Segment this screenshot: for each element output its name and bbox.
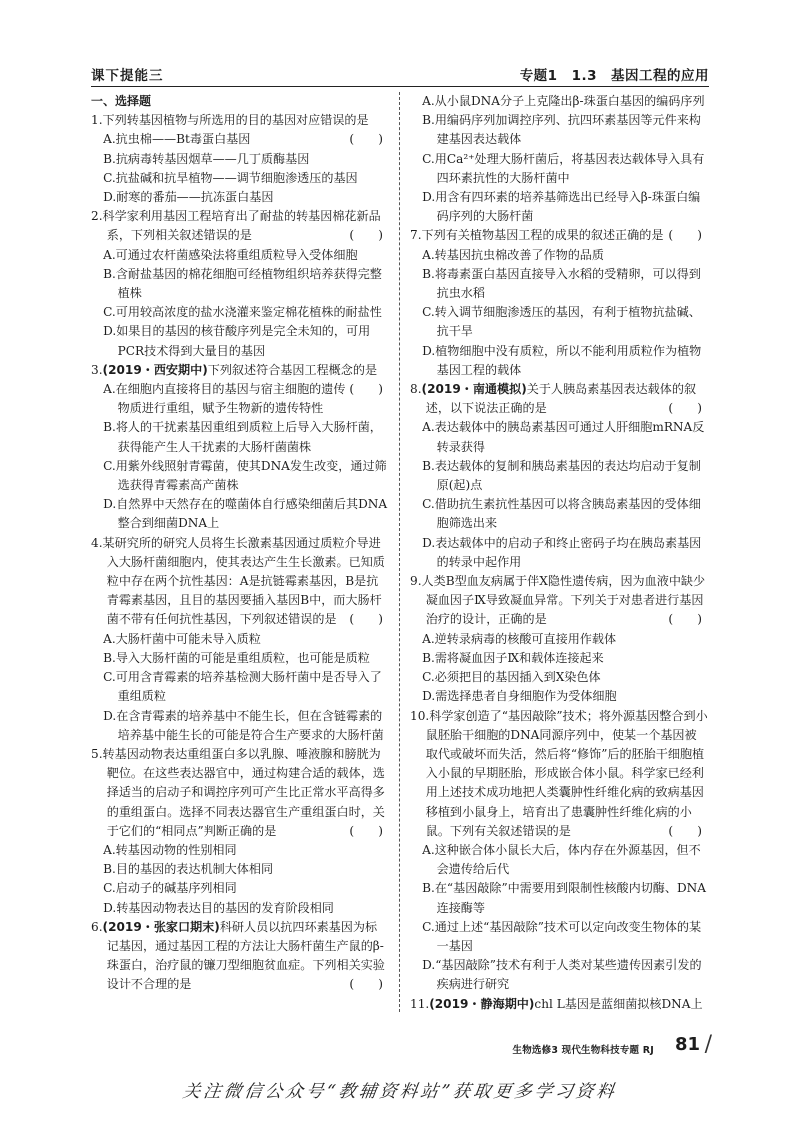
answer-bracket: ( ) xyxy=(349,977,383,992)
question-11 xyxy=(410,995,708,1012)
answer-bracket: ( ) xyxy=(349,132,383,147)
question-9 xyxy=(410,572,708,706)
option: D.“基因敲除”技术有利于人类对某些遗传因素引发的疾病进行研究 xyxy=(422,958,702,992)
option: C.可用含青霉素的培养基检测大肠杆菌中是否导入了重组质粒 xyxy=(103,670,382,704)
option: B.将毒素蛋白基因直接导入水稻的受精卵，可以得到抗虫水稻 xyxy=(422,266,701,301)
answer-bracket: ( ) xyxy=(349,612,383,627)
watermark-text: 关注微信公众号“教辅资料站”获取更多学习资料 xyxy=(181,1082,619,1102)
right-column xyxy=(410,92,708,1012)
question-stem: 11.(2019・静海期中)chl L基因是蓝细菌拟核DNA上 xyxy=(410,996,703,1011)
left-column xyxy=(91,92,389,1012)
option: A.这种嵌合体小鼠长大后，体内存在外源基因，但不会遗传给后代 xyxy=(422,842,701,877)
question-4 xyxy=(91,534,389,745)
option: A.逆转录病毒的核酸可直接用作载体 xyxy=(422,631,617,646)
option: D.自然界中天然存在的噬菌体自行感染细菌后其DNA整合到细菌DNA上 xyxy=(103,497,388,531)
question-source: (2019・张家口期末) xyxy=(102,919,220,934)
option: D.用含有四环素的培养基筛选出已经导入β-珠蛋白编码序列的大肠杆菌 xyxy=(422,190,701,224)
option: D.耐寒的番茄——抗冻蛋白基因 xyxy=(103,190,274,205)
answer-bracket: ( ) xyxy=(668,401,702,416)
option: A.抗虫棉——Bt毒蛋白基因 xyxy=(103,132,251,147)
option: D.在含青霉素的培养基中不能生长，但在含链霉素的培养基中能生长的可能是符合生产要求的大肠杆菌 xyxy=(103,708,384,742)
option: B.将人的干扰素基因重组到质粒上后导入大肠杆菌，获得能产生人干扰素的大肠杆菌菌株 xyxy=(103,420,382,454)
column-divider xyxy=(399,92,400,1012)
answer-bracket: ( ) xyxy=(668,823,702,838)
question-6-options xyxy=(410,92,708,226)
answer-bracket: ( ) xyxy=(349,228,383,243)
option: D.需选择患者自身细胞作为受体细胞 xyxy=(422,689,617,704)
question-7 xyxy=(410,226,708,380)
header-rule xyxy=(91,86,709,87)
question-10 xyxy=(410,707,708,995)
option: C.借助抗生素抗性基因可以将含胰岛素基因的受体细胞筛选出来 xyxy=(422,497,701,531)
question-stem: 5.转基因动物表达重组蛋白多以乳腺、唾液腺和膀胱为靶位。在这些表达器官中，通过构建合适的载体，选择适当的启动子和调控序列可产生比正常水平高得多的重组蛋白。选择不同表达器官生产重组蛋白时，关于它们的“相同点”判断正确的是 ( ) xyxy=(91,745,389,841)
question-1 xyxy=(91,111,389,207)
question-2 xyxy=(91,207,389,361)
option: A.转基因抗虫棉改善了作物的品质 xyxy=(422,247,604,262)
question-stem: 7.下列有关植物基因工程的成果的叙述正确的是 ( ) xyxy=(410,226,708,245)
option: B.目的基因的表达机制大体相同 xyxy=(103,862,274,877)
option: B.抗病毒转基因烟草——几丁质酶基因 xyxy=(103,151,310,166)
section-label: 课下提能三 xyxy=(91,68,164,84)
question-stem: 1.下列转基因植物与所选用的目的基因对应错误的是 ( ) xyxy=(91,111,389,130)
question-6 xyxy=(91,918,389,995)
option: C.通过上述“基因敲除”技术可以定向改变生物体的某一基因 xyxy=(422,919,702,953)
option: C.用Ca²⁺处理大肠杆菌后，将基因表达载体导入具有四环素抗性的大肠杆菌中 xyxy=(422,151,705,185)
option: A.在细胞内直接将目的基因与宿主细胞的遗传物质进行重组，赋予生物新的遗传特性 xyxy=(103,382,346,416)
question-8 xyxy=(410,380,708,572)
option: B.需将凝血因子Ⅸ和载体连接起来 xyxy=(422,650,604,665)
option: C.必须把目的基因插入到X染色体 xyxy=(422,670,601,685)
option: C.转入调节细胞渗透压的基因，有利于植物抗盐碱、抗干旱 xyxy=(422,305,701,339)
option: C.启动子的碱基序列相同 xyxy=(103,881,237,896)
question-3 xyxy=(91,361,389,534)
option: C.可用较高浓度的盐水浇灌来鉴定棉花植株的耐盐性 xyxy=(103,305,382,320)
answer-bracket: ( ) xyxy=(668,612,702,627)
question-stem: 4.某研究所的研究人员将生长激素基因通过质粒介导进入大肠杆菌细胞内，使其表达产生生长激素。已知质粒中存在两个抗性基因：A是抗链霉素基因，B是抗青霉素基因，且目的基因要插入基因B中，而大肠杆菌不带有任何抗性基因，下列叙述错误的是 ( ) xyxy=(91,534,389,630)
question-stem: 9.人类B型血友病属于伴X隐性遗传病，因为血液中缺少凝血因子Ⅸ导致凝血异常。下列关于对患者进行基因治疗的设计，正确的是 ( ) xyxy=(410,572,708,630)
section-title: 一、选择题 xyxy=(91,94,152,108)
question-source: (2019・南通模拟) xyxy=(421,382,527,397)
question-source: (2019・静海期中) xyxy=(429,996,535,1011)
option: A.大肠杆菌中可能未导入质粒 xyxy=(103,631,261,646)
question-stem: 10.科学家创造了“基因敲除”技术；将外源基因整合到小鼠胚胎干细胞的DNA同源序列中，使某一个基因被取代或破坏而失活，然后将“修饰”后的胚胎干细胞植入小鼠的早期胚胎，形成嵌合体小鼠。科学家已经利用上述技术成功地把人类囊肿性纤维化病的致病基因移植到小鼠身上，培育出了患囊肿性纤维化病的小鼠。下列有关叙述错误的是 ( ) xyxy=(410,707,708,841)
option: B.用编码序列加调控序列、抗四环素基因等元件来构建基因表达载体 xyxy=(422,113,701,147)
option: A.从小鼠DNA分子上克隆出β-珠蛋白基因的编码序列 xyxy=(422,94,705,108)
option: B.导入大肠杆菌的可能是重组质粒，也可能是质粒 xyxy=(103,650,370,665)
option: C.抗盐碱和抗旱植物——调节细胞渗透压的基因 xyxy=(103,170,358,185)
topic-title: 专题1 1.3 基因工程的应用 xyxy=(519,68,709,84)
option: D.转基因动物表达目的基因的发育阶段相同 xyxy=(103,900,334,915)
option: B.在“基因敲除”中需要用到限制性核酸内切酶、DNA连接酶等 xyxy=(422,881,706,915)
page-header xyxy=(91,62,709,86)
answer-bracket: ( ) xyxy=(349,823,383,838)
option: A.可通过农杆菌感染法将重组质粒导入受体细胞 xyxy=(103,247,358,262)
option: A.转基因动物的性别相同 xyxy=(103,842,237,857)
option: C.用紫外线照射青霉菌，使其DNA发生改变，通过筛选获得青霉素高产菌株 xyxy=(103,458,387,493)
answer-bracket: ( ) xyxy=(349,382,383,397)
option: B.含耐盐基因的棉花细胞可经植物组织培养获得完整植株 xyxy=(103,266,382,301)
option: A.表达载体中的胰岛素基因可通过人肝细胞mRNA反转录获得 xyxy=(422,420,705,454)
page-number: 81 xyxy=(674,1034,700,1055)
answer-bracket: ( ) xyxy=(668,228,702,243)
question-source: (2019・西安期中) xyxy=(102,362,208,377)
page-slash-decoration: / xyxy=(704,1032,712,1057)
option: D.表达载体中的启动子和终止密码子均在胰岛素基因的转录中起作用 xyxy=(422,535,702,569)
question-stem: 8.(2019・南通模拟)关于人胰岛素基因表达载体的叙述，以下说法正确的是 ( ) xyxy=(410,380,708,418)
page-footer xyxy=(0,1034,800,1064)
series-label: 生物选修3 现代生物科技专题 RJ xyxy=(512,1045,654,1056)
question-stem: 6.(2019・张家口期末)科研人员以抗四环素基因为标记基因，通过基因工程的方法让大肠杆菌生产鼠的β-珠蛋白，治疗鼠的镰刀型细胞贫血症。下列相关实验设计不合理的是 ( ) xyxy=(91,918,389,995)
option: D.植物细胞中没有质粒，所以不能利用质粒作为植物基因工程的载体 xyxy=(422,343,702,377)
option: D.如果目的基因的核苷酸序列是完全未知的，可用PCR技术得到大量目的基因 xyxy=(103,324,371,358)
option: B.表达载体的复制和胰岛素基因的表达均启动于复制原(起)点 xyxy=(422,458,701,493)
question-stem: 3.(2019・西安期中)下列叙述符合基因工程概念的是 ( ) xyxy=(91,361,389,380)
question-5 xyxy=(91,745,389,918)
question-stem: 2.科学家利用基因工程培育出了耐盐的转基因棉花新品系，下列相关叙述错误的是 ( ) xyxy=(91,207,389,245)
